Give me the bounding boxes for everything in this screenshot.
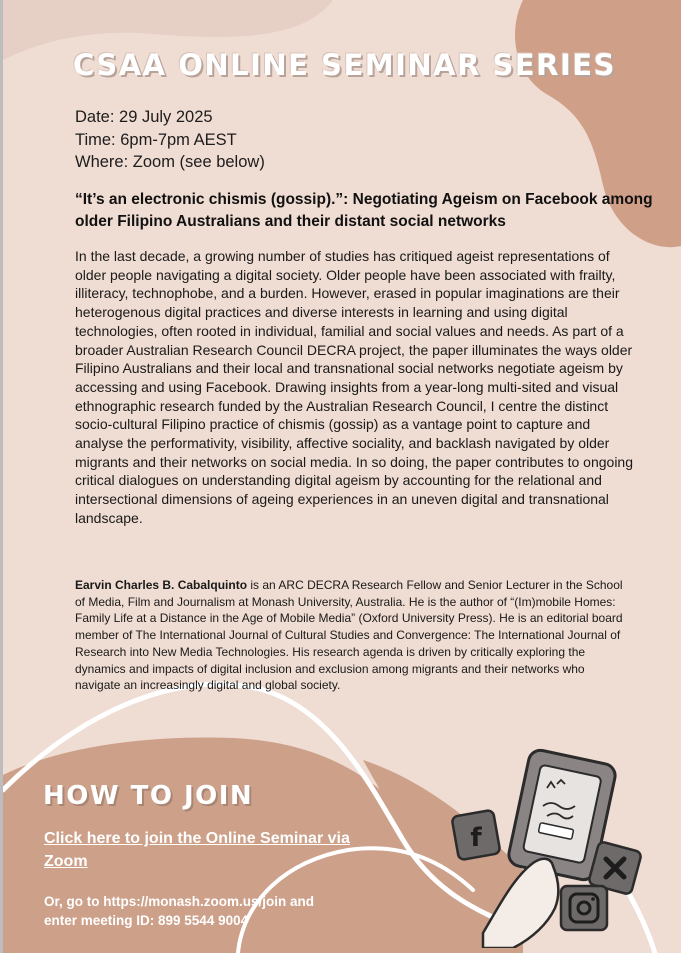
svg-text:f: f — [470, 823, 482, 853]
talk-title: “It’s an electronic chismis (gossip).”: Negotiating Ageism on Facebook among older Filipino Australians and their distant social networks — [75, 191, 653, 230]
event-date: Date: 29 July 2025 — [75, 108, 213, 126]
instagram-icon — [561, 886, 607, 930]
hand-illustration — [483, 859, 558, 948]
how-to-join-heading: HOW TO JOIN — [43, 781, 254, 811]
join-zoom-link[interactable]: Click here to join the Online Seminar via Zoom — [44, 830, 350, 870]
speaker-bio-text: is an ARC DECRA Research Fellow and Senior Lecturer in the School of Media, Film and Journalism at Monash University, Australia. He is the author of “(Im)mobile Homes: Family Life at a Distance in the Age of Mobile Media” (Oxford University Press). He is an editorial board member of The International Journal of Cultural Studies and Convergence: The International Journal of Research into New Media Technologies. His research agenda is driven by critically exploring the dynamics and impacts of digital inclusion and exclusion among migrants and their networks who navigate an increasingly digital and global society. — [75, 578, 623, 693]
talk-abstract: In the last decade, a growing number of studies has critiqued ageist representations of older people navigating a digital society. Older people have been associated with frailty, illiteracy, technophobe, and a burden. However, erased in popular imaginations are their heterogenous digital practices and diverse interests in learning and using digital technologies, often rooted in individual, familial and social values and needs. As part of a broader Australian Research Council DECRA project, the paper illuminates the ways older Filipino Australians and their local and transnational social networks negotiate ageism by accessing and using Facebook. Drawing insights from a year-long multi-sited and visual ethnographic research funded by the Australian Research Council, I centre the distinct socio-cultural Filipino practice of chismis (gossip) as a vantage point to capture and analyse the performativity, visibility, affective sociality, and backlash navigated by older migrants and their networks on social media. In so doing, the paper contributes to ongoing critical dialogues on understanding digital ageism by accounting for the relational and intersectional dimensions of ageing experiences in an uneven digital and transnational landscape. — [75, 248, 633, 526]
facebook-icon — [451, 810, 500, 861]
join-instructions: Or, go to https://monash.zoom.us/join and enter meeting ID: 899 5544 9004 — [44, 894, 314, 928]
event-details — [75, 106, 265, 174]
speaker-bio — [75, 577, 631, 694]
speaker-name: Earvin Charles B. Cabalquinto — [75, 578, 248, 592]
event-time: Time: 6pm-7pm AEST — [75, 130, 237, 149]
event-location: Where: Zoom (see below) — [75, 153, 265, 171]
social-media-illustration — [443, 748, 663, 948]
page-title: CSAA ONLINE SEMINAR SERIES — [73, 48, 617, 82]
